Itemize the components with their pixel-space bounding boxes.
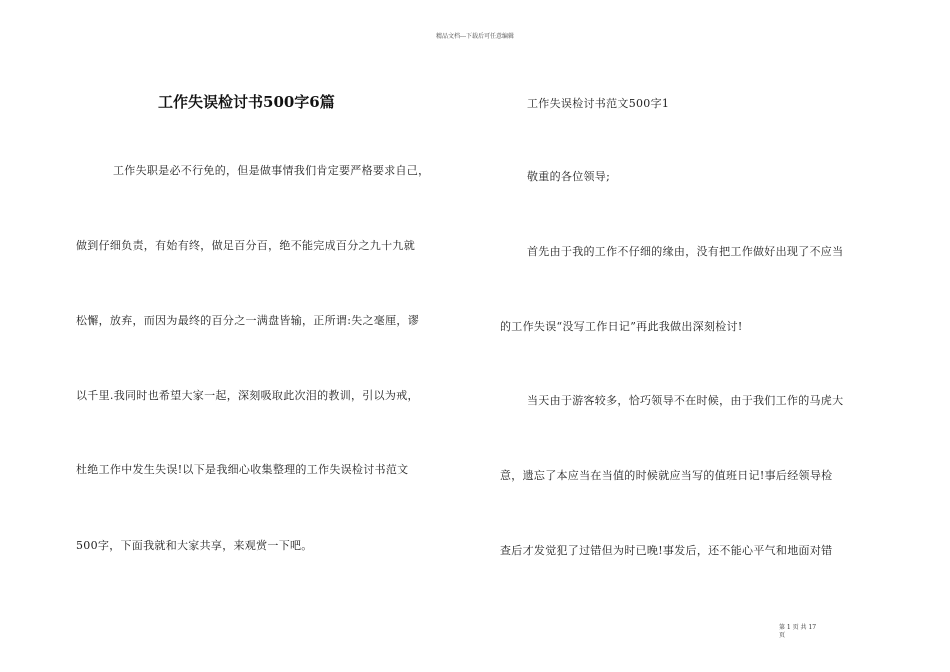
right-line-4: 的工作失误“没写工作日记”再此我做出深刻检讨! bbox=[500, 320, 743, 333]
page-number: 第 1 页 共 17 bbox=[779, 624, 817, 631]
header-note: 精品文档---下载后可任意编辑 bbox=[435, 33, 515, 40]
left-line-5: 杜绝工作中发生失误!以下是我细心收集整理的工作失误检讨书范文 bbox=[76, 463, 409, 476]
document-title: 工作失误检讨书500字6篇 bbox=[158, 93, 335, 111]
right-line-3: 首先由于我的工作不仔细的缘由，没有把工作做好出现了不应当 bbox=[527, 245, 844, 258]
right-line-5: 当天由于游客较多，恰巧领导不在时候，由于我们工作的马虎大 bbox=[527, 394, 844, 407]
page-footer bbox=[779, 624, 816, 640]
left-line-3: 松懈，放弃，而因为最终的百分之一满盘皆输，正所谓:失之毫厘，谬 bbox=[76, 314, 420, 327]
left-line-2: 做到仔细负责，有始有终，做足百分百，绝不能完成百分之九十九就 bbox=[76, 239, 415, 252]
left-line-6: 500字，下面我就和大家共享，来观赏一下吧。 bbox=[76, 539, 313, 552]
right-line-2: 敬重的各位领导; bbox=[527, 170, 611, 183]
right-line-1: 工作失误检讨书范文500字1 bbox=[527, 97, 670, 110]
page-number-suffix: 页 bbox=[779, 632, 786, 639]
left-line-4: 以千里.我同时也希望大家一起，深刻吸取此次泪的教训，引以为戒， bbox=[76, 389, 419, 402]
right-line-7: 查后才发觉犯了过错但为时已晚!事发后，还不能心平气和地面对错 bbox=[500, 544, 833, 557]
right-line-6: 意，遗忘了本应当在当值的时候就应当写的值班日记!事后经领导检 bbox=[500, 469, 833, 482]
left-line-1: 工作失职是必不行免的，但是做事情我们肯定要严格要求自己， bbox=[113, 164, 430, 177]
